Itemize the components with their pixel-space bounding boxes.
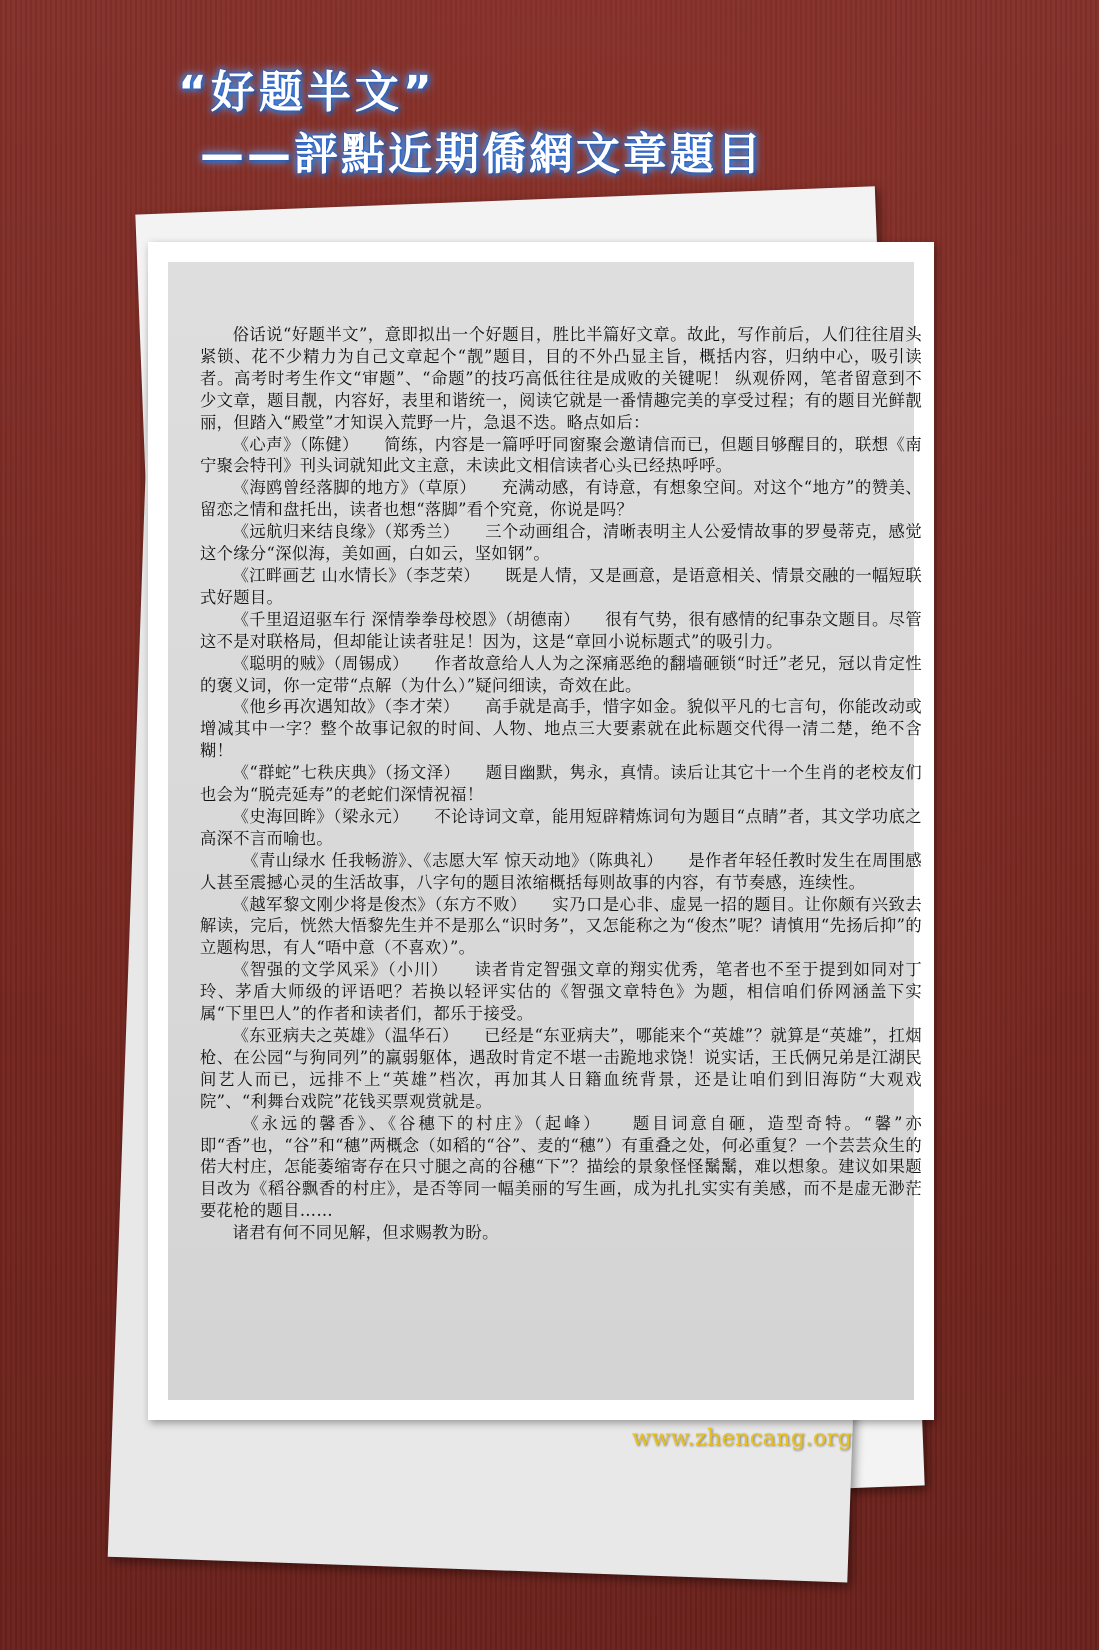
page-subtitle: ——評點近期僑網文章題目 — [200, 129, 764, 180]
article-paragraph: 《海鸥曾经落脚的地方》（草原） 充满动感，有诗意，有想象空间。对这个“地方”的赞美、留恋之情和盘托出，读者也想“落脚”看个究竟，你说是吗？ — [200, 478, 922, 520]
article-paragraph: 《史海回眸》（梁永元） 不论诗词文章，能用短辟精炼词句为题目“点睛”者，其文学功底之高深不言而喻也。 — [200, 806, 922, 848]
article-paragraph: 《智强的文学风采》（小川） 读者肯定智强文章的翔实优秀，笔者也不至于提到如同对丁玲、茅盾大师级的评语吧？若换以轻评实估的《智强文章特色》为题，相信咱们侨网涵盖下实属“下里巴人”的作者和读者们，都乐于接受。 — [200, 960, 922, 1024]
website-url: www.zhencang.org — [632, 1426, 853, 1451]
article-paragraph: 《他乡再次遇知故》（李才荣） 高手就是高手，惜字如金。貌似平凡的七言句，你能改动或增减其中一字？整个故事记叙的时间、人物、地点三大要素就在此标题交代得一清二楚，绝不含糊！ — [200, 697, 922, 761]
article-paragraph: 《聪明的贼》（周锡成） 作者故意给人人为之深痛恶绝的翻墙砸锁“时迁”老兄，冠以肯定性的褒义词，你一定带“点解（为什么）”疑问细读，奇效在此。 — [200, 653, 922, 695]
article-body — [200, 324, 922, 1244]
article-paragraph: 《江畔画艺 山水情长》（李芝荣） 既是人情，又是画意，是语意相关、情景交融的一幅短联式好题目。 — [200, 565, 922, 607]
article-paragraph: 《越军黎文刚少将是俊杰》（东方不败） 实乃口是心非、虚晃一招的题目。让你颇有兴致去解读，完后，恍然大悟黎先生并不是那么“识时务”，又怎能称之为“俊杰”呢？请慎用“先扬后抑”的立题构思，有人“唔中意（不喜欢）”。 — [200, 894, 922, 958]
article-paragraph: 《青山绿水 任我畅游》、《志愿大军 惊天动地》（陈典礼） 是作者年轻任教时发生在周围感人甚至震撼心灵的生活故事，八字句的题目浓缩概括每则故事的内容，有节奏感，连续性。 — [200, 850, 922, 892]
paper-sheet-front — [148, 242, 934, 1420]
article-paragraph: 《东亚病夫之英雄》（温华石） 已经是“东亚病夫”，哪能来个“英雄”？就算是“英雄”，扛烟枪、在公园“与狗同列”的羸弱躯体，遇敌时肯定不堪一击跪地求饶！说实话，王氏俩兄弟是江湖民间艺人而已，远排不上“英雄”档次，再加其人日籍血统背景，还是让咱们到旧海防“大观戏院”、“利舞台戏院”花钱买票观赏就是。 — [200, 1026, 922, 1111]
article-paragraph: 诸君有何不同见解，但求赐教为盼。 — [232, 1223, 499, 1243]
page-title: “好题半文” — [178, 67, 436, 118]
article-paragraph: 俗话说“好题半文”，意即拟出一个好题目，胜比半篇好文章。故此，写作前后，人们往往眉头紧锁、花不少精力为自己文章起个“靓”题目，目的不外凸显主旨，概括内容，归纳中心，吸引读者。高考时考生作文“审题”、“命题”的技巧高低往往是成败的关键呢！ 纵观侨网，笔者留意到不少文章，题目靓，内容好，表里和谐统一，阅读它就是一番情趣完美的享受过程；有的题目光鲜靓丽，但踏入“殿堂”才知误入荒野一片，急退不迭。略点如后： — [200, 325, 922, 432]
article-paragraph: 《千里迢迢驱车行 深情拳拳母校恩》（胡德南） 很有气势，很有感情的纪事杂文题目。尽管这不是对联格局，但却能让读者驻足！因为，这是“章回小说标题式”的吸引力。 — [200, 609, 922, 651]
article-paragraph: 《永远的馨香》、《谷穗下的村庄》（起峰） 题目词意自砸，造型奇特。“馨”亦即“香”也，“谷”和“穗”两概念（如稻的“谷”、麦的“穗”）有重叠之处，何必重复？一个芸芸众生的偌大村庄，怎能萎缩寄存在只寸腿之高的谷穗“下”？描绘的景象怪怪鬗鬗，难以想象。建议如果题目改为《稻谷飘香的村庄》，是否等同一幅美丽的写生画，成为扎扎实实有美感，而不是虚无渺茫要花枪的题目…… — [200, 1113, 922, 1221]
article-paragraph: 《远航归来结良缘》（郑秀兰） 三个动画组合，清晰表明主人公爱情故事的罗曼蒂克，感觉这个缘分“深似海，美如画，白如云，坚如钢”。 — [200, 522, 922, 564]
article-paragraph: 《心声》（陈健） 简练，内容是一篇呼吁同窗聚会邀请信而已，但题目够醒目的，联想《南宁聚会特刊》刊头词就知此文主意，未读此文相信读者心头已经热呼呼。 — [200, 434, 922, 476]
article-paragraph: 《“群蛇”七秩庆典》（扬文泽） 题目幽默，隽永，真情。读后让其它十一个生肖的老校友们也会为“脱壳延寿”的老蛇们深情祝福！ — [200, 763, 922, 805]
article-panel — [168, 262, 922, 1400]
